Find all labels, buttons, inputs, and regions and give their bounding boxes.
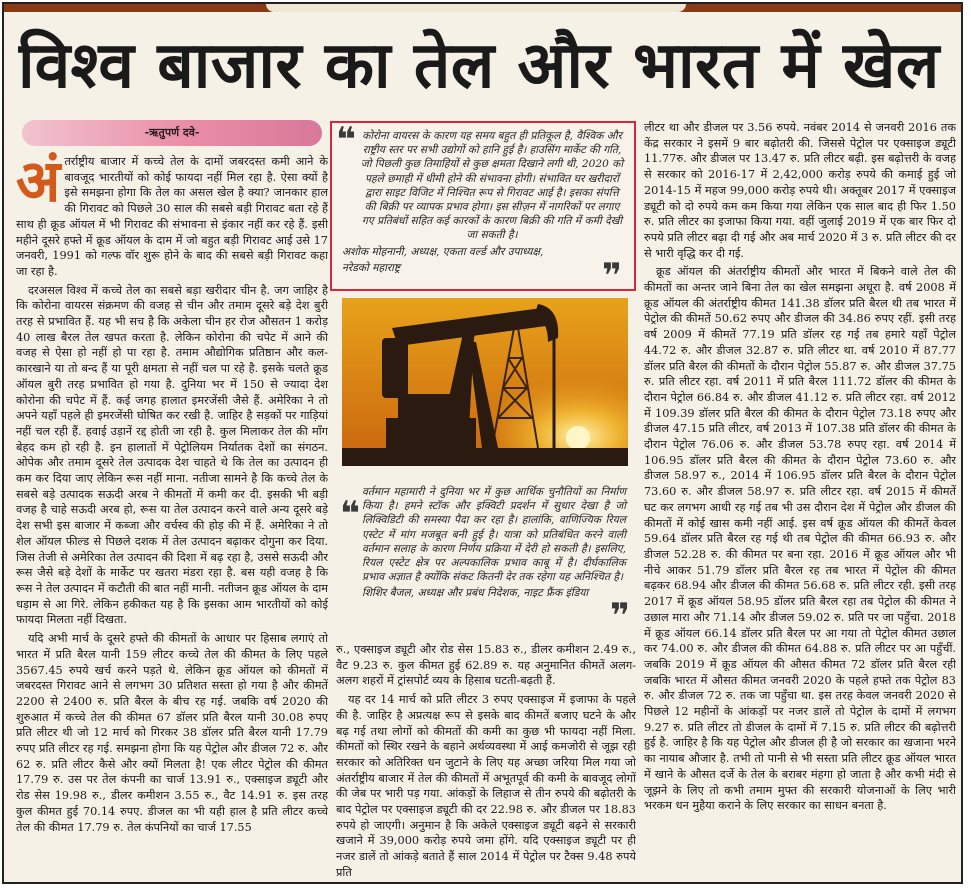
article-paragraph-intro xyxy=(16,147,328,280)
quote-text: वर्तमान महामारी ने दुनिया भर में कुछ आर्थिक चुनौतियों का निर्माण किया है। हमने स्टॉक और इक्विटी प्रदर्शन में सुधार देखा है जो लिक्विडिटी की समस्या पैदा कर रहा है। हालांकि, वाणिज्यिक रियल एस्टेट में मांग मजबूत बनी हुई है। यात्रा को प्रतिबंधित करने वाली वर्तमान सलाह के कारण निर्णय प्रक्रिया में देरी हो सकती है। इसलिए, रियल एस्टेट क्षेत्र पर अल्पकालिक प्रभाव काबू में है। दीर्घकालिक प्रभाव अज्ञात है क्योंकि संकट कितनी देर तक रहेगा यह अनिश्चित है। xyxy=(362,486,626,584)
open-quote-icon: ❝ xyxy=(340,494,360,534)
article-paragraph: रु., एक्साइज ड्यूटी और रोड सेस 15.83 रु., डीलर कमीशन 2.49 रु., वैट 9.23 रु. कुल कीमत हुई 62.89 रु. यह अनुमानित कीमतें अलग-अलग शहरों में ट्रांसपोर्ट व्यय के हिसाब घटती-बढ़ती हैं. xyxy=(336,643,636,688)
oil-pumpjack-photo xyxy=(342,298,628,466)
top-color-bar-center xyxy=(266,4,686,12)
close-quote-icon: ❞ xyxy=(610,596,630,635)
quote-attribution-org: नरेडको महाराष्ट्र xyxy=(342,261,401,274)
quote-text: कोरोना वायरस के कारण यह समय बहुत ही प्रतिकूल है, वैश्विक और राष्ट्रीय स्तर पर सभी उद्योगों को हानि हुई है। हाउसिंग मार्केट की गति, जो पिछली कुछ तिमाहियों से कुछ क्षमता दिखाने लगी थी, 2020 को पहले छमाही में धीमी होने की संभावना होगी। संभावित घर खरीदारों द्वारा साइट विजिट में निश्चित रूप से गिरावट आई है। इसका संपत्ति की बिक्री पर व्यापक प्रभाव होगा। इस सीज़न में नागरिकों पर लगाए गए प्रतिबंधों सहित कई कारकों के कारण बिक्री की गति में कमी देखी जा सकती है। xyxy=(360,130,624,242)
article-paragraph: लीटर था और डीजल पर 3.56 रुपये. नवंबर 2014 से जनवरी 2016 तक केंद्र सरकार ने इसमें 9 बार बढ़ोतरी की. जिससे पेट्रोल पर एक्साइज ड्यूटी 11.77रु. और डीजल पर 13.47 रु. प्रति लीटर बढ़ी. इस बढ़ोत्तरी के वजह से सरकार को 2016-17 में 2,42,000 करोड़ रुपये की कमाई हुई जो 2014-15 में महज 99,000 करोड़ रुपये थी। अक्तूबर 2017 में एक्साइज ड्यूटी को दो रुपये कम कम किया गया लेकिन एक साल बाद ही फिर 1.50 रु. प्रति लीटर का इजाफा किया गया. वहीं जुलाई 2019 में एक बार फिर दो रुपये प्रति लीटर बढ़ा दी गई और अब मार्च 2020 में 3 रु. प्रति लीटर की दर से भारी वृद्धि कर दी गई. xyxy=(644,121,956,260)
headline: विश्व बाजार का तेल और भारत में खेल xyxy=(18,29,940,103)
close-quote-icon: ❞ xyxy=(602,256,622,291)
article-paragraph: क्रूड ऑयल की अंतर्राष्ट्रीय कीमतों और भारत में बिकने वाले तेल की कीमतों का अन्तर जाने बिना तेल का खेल समझना अधूरा है. वर्ष 2008 में क्रूड ऑयल की अंतर्राष्ट्रीय कीमत 141.38 डॉलर प्रति बैरल थी तब भारत में पेट्रोल की कीमतें 50.62 रुपए और डीजल की 34.86 रुपए रहीं. इसी तरह वर्ष 2009 में कीमतें 77.19 प्रति डॉलर रह गई तब हमारे यहाँ पेट्रोल 44.72 रु. और डीजल 32.87 रु. प्रति लीटर था. वर्ष 2010 में 87.77 डॉलर प्रति बैरल की कीमतों के दौरान पेट्रोल 55.87 रु. और डीजल 37.75 रु. प्रति लीटर रहा. वर्ष 2011 में प्रति बैरल 111.72 डॉलर की कीमत के दौरान पेट्रोल 66.84 रु. और डीजल 41.12 रु. प्रति लीटर रहा. वर्ष 2012 में 109.39 डॉलर प्रति बैरल की कीमत के दौरान पेट्रोल 73.18 रुपए और डीजल 47.15 प्रति लीटर, वर्ष 2013 में 107.38 प्रति डॉलर की कीमत के दौरान पेट्रोल 76.06 रु. और डीजल 53.78 रुपए रहा. वर्ष 2014 में 106.95 डॉलर प्रति बैरल की कीमत के दौरान पेट्रोल 73.60 रु. और डीजल 58.97 रु., 2014 में 106.95 डॉलर प्रति बैरल के दौरान पेट्रोल 73.60 रु. और डीजल 58.97 रु. प्रति लीटर रहा. वर्ष 2015 में कीमतें घट कर लगभग आधी रह गई तब भी उस दौरान देश में पेट्रोल और डीजल की कीमतों में कोई खास कमी नहीं आई. इस वर्ष क्रूड ऑयल की कीमतें केवल 59.64 डॉलर प्रति बैरल रह गई थी तब पेट्रोल की कीमत 66.93 रु. और डीजल 52.28 रु. की कीमत पर बना रहा. 2016 में क्रूड ऑयल और भी नीचे आकर 51.79 डॉलर प्रति बैरल रह तब भारत में पेट्रोल की कीमत बढ़कर 68.94 और डीजल की कीमत 56.68 रु. प्रति लीटर रही. इसी तरह 2017 में क्रूड ऑयल 58.95 डॉलर प्रति बैरल रहा तब पेट्रोल की कीमत ने उछाल मारा और 71.14 और डीजल 59.02 रु. प्रति पर जा पहुँचा. 2018 में क्रूड ऑयल 66.14 डॉलर प्रति बैरल पर आ गया तो पेट्रोल कीमत उछाल कर 74.00 रु. और डीजल की कीमत 64.88 रु. प्रति लीटर पर आ पहुँचीं. जबकि 2019 में क्रूड ऑयल की औसत कीमत 72 डॉलर प्रति बैरल रही जबकि भारत में औसत कीमत जनवरी 2020 के पहले हफ्ते तक पेट्रोल 83 रु. और डीजल 72 रु. तक जा पहुँचा था. इस तरह केवल जनवरी 2020 से पिछले 12 महीनों के आंकड़ों पर नजर डालें तो पेट्रोल के दामों में लगभग 9.27 रु. प्रति लीटर तो डीजल के दामों में 7.15 रु. प्रति लीटर की बढ़ोत्तरी हुई है. जाहिर है कि यह पेट्रोल और डीजल ही है जो सरकार का खजाना भरने का नायाब औजार है. तभी तो पानी से भी सस्ता प्रति लीटर क्रूड ऑयल भारत में खाने के औसत दर्जे के तेल के बराबर मंहगा हो जाता है और कभी मंदी से जूझने के लिए तो कभी तमाम मुफ्त की सरकारी योजनाओं के लिए भारी भरकम धन मुहैया कराने के लिए सरकार का साधन बनता है. xyxy=(644,265,956,813)
drop-cap: अं xyxy=(16,147,61,215)
quote-box-ashok-mohnani xyxy=(330,121,636,291)
newspaper-page xyxy=(2,2,963,884)
article-paragraph: यह दर 14 मार्च को प्रति लीटर 3 रुपए एक्साइज में इजाफा के पहले की है. जाहिर है अप्रत्यक्ष रूप से इसके बाद कीमतें बजाए घटने के और बढ़ गई तथा लोगों को कीमतों की कमी का कुछ भी फायदा नहीं मिला. कीमतों को स्थिर रखने के बहाने अर्थव्यवस्था में आई कमजोरी से जूझ रही सरकार को अतिरिक्त धन जुटाने के लिए यह अच्छा जरिया मिल गया जो अंतर्राष्ट्रीय बाजार में तेल की कीमतों में अभूतपूर्व की कमी के बावजूद लोगों की जेब पर भारी पड़ गया. आंकड़ों के लिहाज से तीन रुपये की बढ़ोतरी के बाद पेट्रोल पर एक्साइज ड्यूटी की दर 22.98 रु. और डीजल पर 18.83 रुपये हो जाएगी। अनुमान है कि अकेले एक्साइज ड्यूटी बढ़ने से सरकारी खजाने में 39,000 करोड़ रुपये जमा होंगे. यदि एक्साइज ड्यूटी पर ही नजर डालें तो आंकड़े बताते हैं साल 2014 में पेट्रोल पर टैक्स 9.48 रुपये प्रति xyxy=(336,693,636,878)
article-paragraph: यदि अभी मार्च के दूसरे हफ्ते की कीमतों के आधार पर हिसाब लगाएं तो भारत में प्रति बैरल यानी 159 लीटर कच्चे तेल की कीमत के लिए पहले 3567.45 रुपये खर्च करने पड़ते थे. लेकिन क्रूड ऑयल को कीमतों में जबरदस्त गिरावट आने से लगभग 30 प्रतिशत सस्ता हो गया है और कीमतें 2200 से 2400 रु. प्रति बैरल के बीच रह गई. जबकि वर्ष 2020 की शुरुआत में कच्चे तेल की कीमत 67 डॉलर प्रति बैरल यानी 30.08 रुपए प्रति लीटर थी जो 12 मार्च को गिरकर 38 डॉलर प्रति बैरल यानी 17.79 रुपए प्रति लीटर रह गई. समझना होगा कि यह पेट्रोल और डीजल 72 रु. और 62 रु. प्रति लीटर कैसे और क्यों मिलता है! एक लीटर पेट्रोल की कीमत 17.79 रु. उस पर तेल कंपनी का चार्ज 13.91 रु., एक्साइज ड्यूटी और रोड सेस 19.98 रु., डीलर कमीशन 3.55 रु., वैट 14.91 रु. इस तरह कुल कीमत हुई 70.14 रुपए. डीजल का भी यही हाल है प्रति लीटर कच्चे तेल की कीमत 17.79 रु. तेल कंपनियों का चार्ज 17.55 xyxy=(16,632,328,834)
oil-pumpjack-sunset-icon xyxy=(342,298,628,466)
quote-attribution: शिशिर बैजल, अध्यक्ष और प्रबंध निदेशक, नाइट फ्रैंक इंडिया xyxy=(362,587,589,600)
article-paragraph: दरअसल विश्व में कच्चे तेल का सबसे बड़ा खरीदार चीन है. जग जाहिर है कि कोरोना वायरस संक्रमण की वजह से चीन और तमाम दूसरे बड़े देश बुरी तरह से प्रभावित हैं. यह भी सच है कि अकेला चीन हर रोज औसतन 1 करोड़ 40 लाख बैरल तेल खपत करता है. लेकिन कोरोना की चपेट में आने की वजह से ऐसा हो नहीं हो पा रहा है. तमाम औद्योगिक प्रतिष्ठान और कल-कारखाने या तो बन्द हैं या पूरी क्षमता से नहीं चल पा रहे है. इसके चलते क्रूड ऑयल बुरी तरह प्रभावित हो गया है. दुनिया भर में 150 से ज्यादा देश कोरोना की चपेट में हैं. कई जगह हालात इमरजेंसी जैसे हैं. अमेरिका ने तो अपने यहाँ पहले ही इमरजेंसी घोषित कर रखी है. जाहिर है सड़कों पर गाड़ियां नहीं चल रही हैं. हवाई उड़ानें रद्द होती जा रही है. कुल मिलाकर तेल की माँग बेहद कम हो रही है. इन हालातों में पेट्रोलियम निर्यातक देशों का संगठन. ओपेक और तमाम दूसरे तेल उत्पादक देश चाहते थे कि तेल का उत्पादन ही कम कर दिया जाए लेकिन रूस नहीं माना. नतीजा सामने है कि कच्चे तेल के सबसे बड़े उत्पादक सऊदी अरब ने कीमतों में कमी कर दी. इसकी भी बड़ी वजह है चाहे सऊदी अरब हो, रूस या तेल उत्पादन करने वाले अन्य दूसरे बड़े देश सभी इस बाजार में कब्जा और वर्चस्व की होड़ की में हैं. अमेरिका ने तो शेल ऑयल फील्ड से पिछले दशक में तेल उत्पादन बढ़ाकर दोगुना कर दिया. जिस तेजी से अमेरिका तेल उत्पादन की दिशा में बढ़ रहा है, उससे सऊदी और रूस जैसे बड़े देशों के मार्केट पर खतरा मंडरा रहा है. बस यही वजह है कि रूस ने तेल उत्पादन में कटौती की बात नहीं मानी. नतीजन क्रूड ऑयल के दाम धड़ाम से आ गिरे. लेकिन हकीकत यह है कि इसका आम भारतीयों को कोई फायदा मिलता नहीं दिखता. xyxy=(16,283,328,627)
article-column-middle xyxy=(336,642,636,878)
article-column-right xyxy=(644,120,956,878)
author-byline: -ऋतुपर्ण दवे- xyxy=(22,120,322,146)
article-column-left xyxy=(16,120,328,878)
quote-attribution: अशोक मोहनानी, अध्यक्ष, एकता वर्ल्ड और उपाध्यक्ष, xyxy=(342,245,544,258)
article-paragraph-intro-text: तर्राष्ट्रीय बाजार में कच्चे तेल के दामों जबरदस्त कमी आने के बावजूद भारतीयों को कोई फायदा नहीं मिल रहा है. ऐसा क्यों है इसे समझना होगा कि तेल का असल खेल है क्या? जानकार हाल की गिरावट को पिछले 30 साल की सबसे बड़ी गिरावट बता रहे हैं साथ ही क्रूड ऑयल में भी गिरावट की संभावना से इंकार नहीं कर रहे हैं. इसी महीने दूसरे हफ्ते में क्रूड ऑयल के दाम में जो बहुत बड़ी गिरावट आई उसे 17 जनवरी, 1991 को गल्फ वॉर शुरू होने के बाद की सबसे बड़ी गिरावट कहा जा रहा है. xyxy=(16,155,328,278)
top-color-bar xyxy=(4,4,961,12)
quote-box-shishir-baijal xyxy=(336,479,636,635)
open-quote-icon: ❝ xyxy=(336,121,356,160)
